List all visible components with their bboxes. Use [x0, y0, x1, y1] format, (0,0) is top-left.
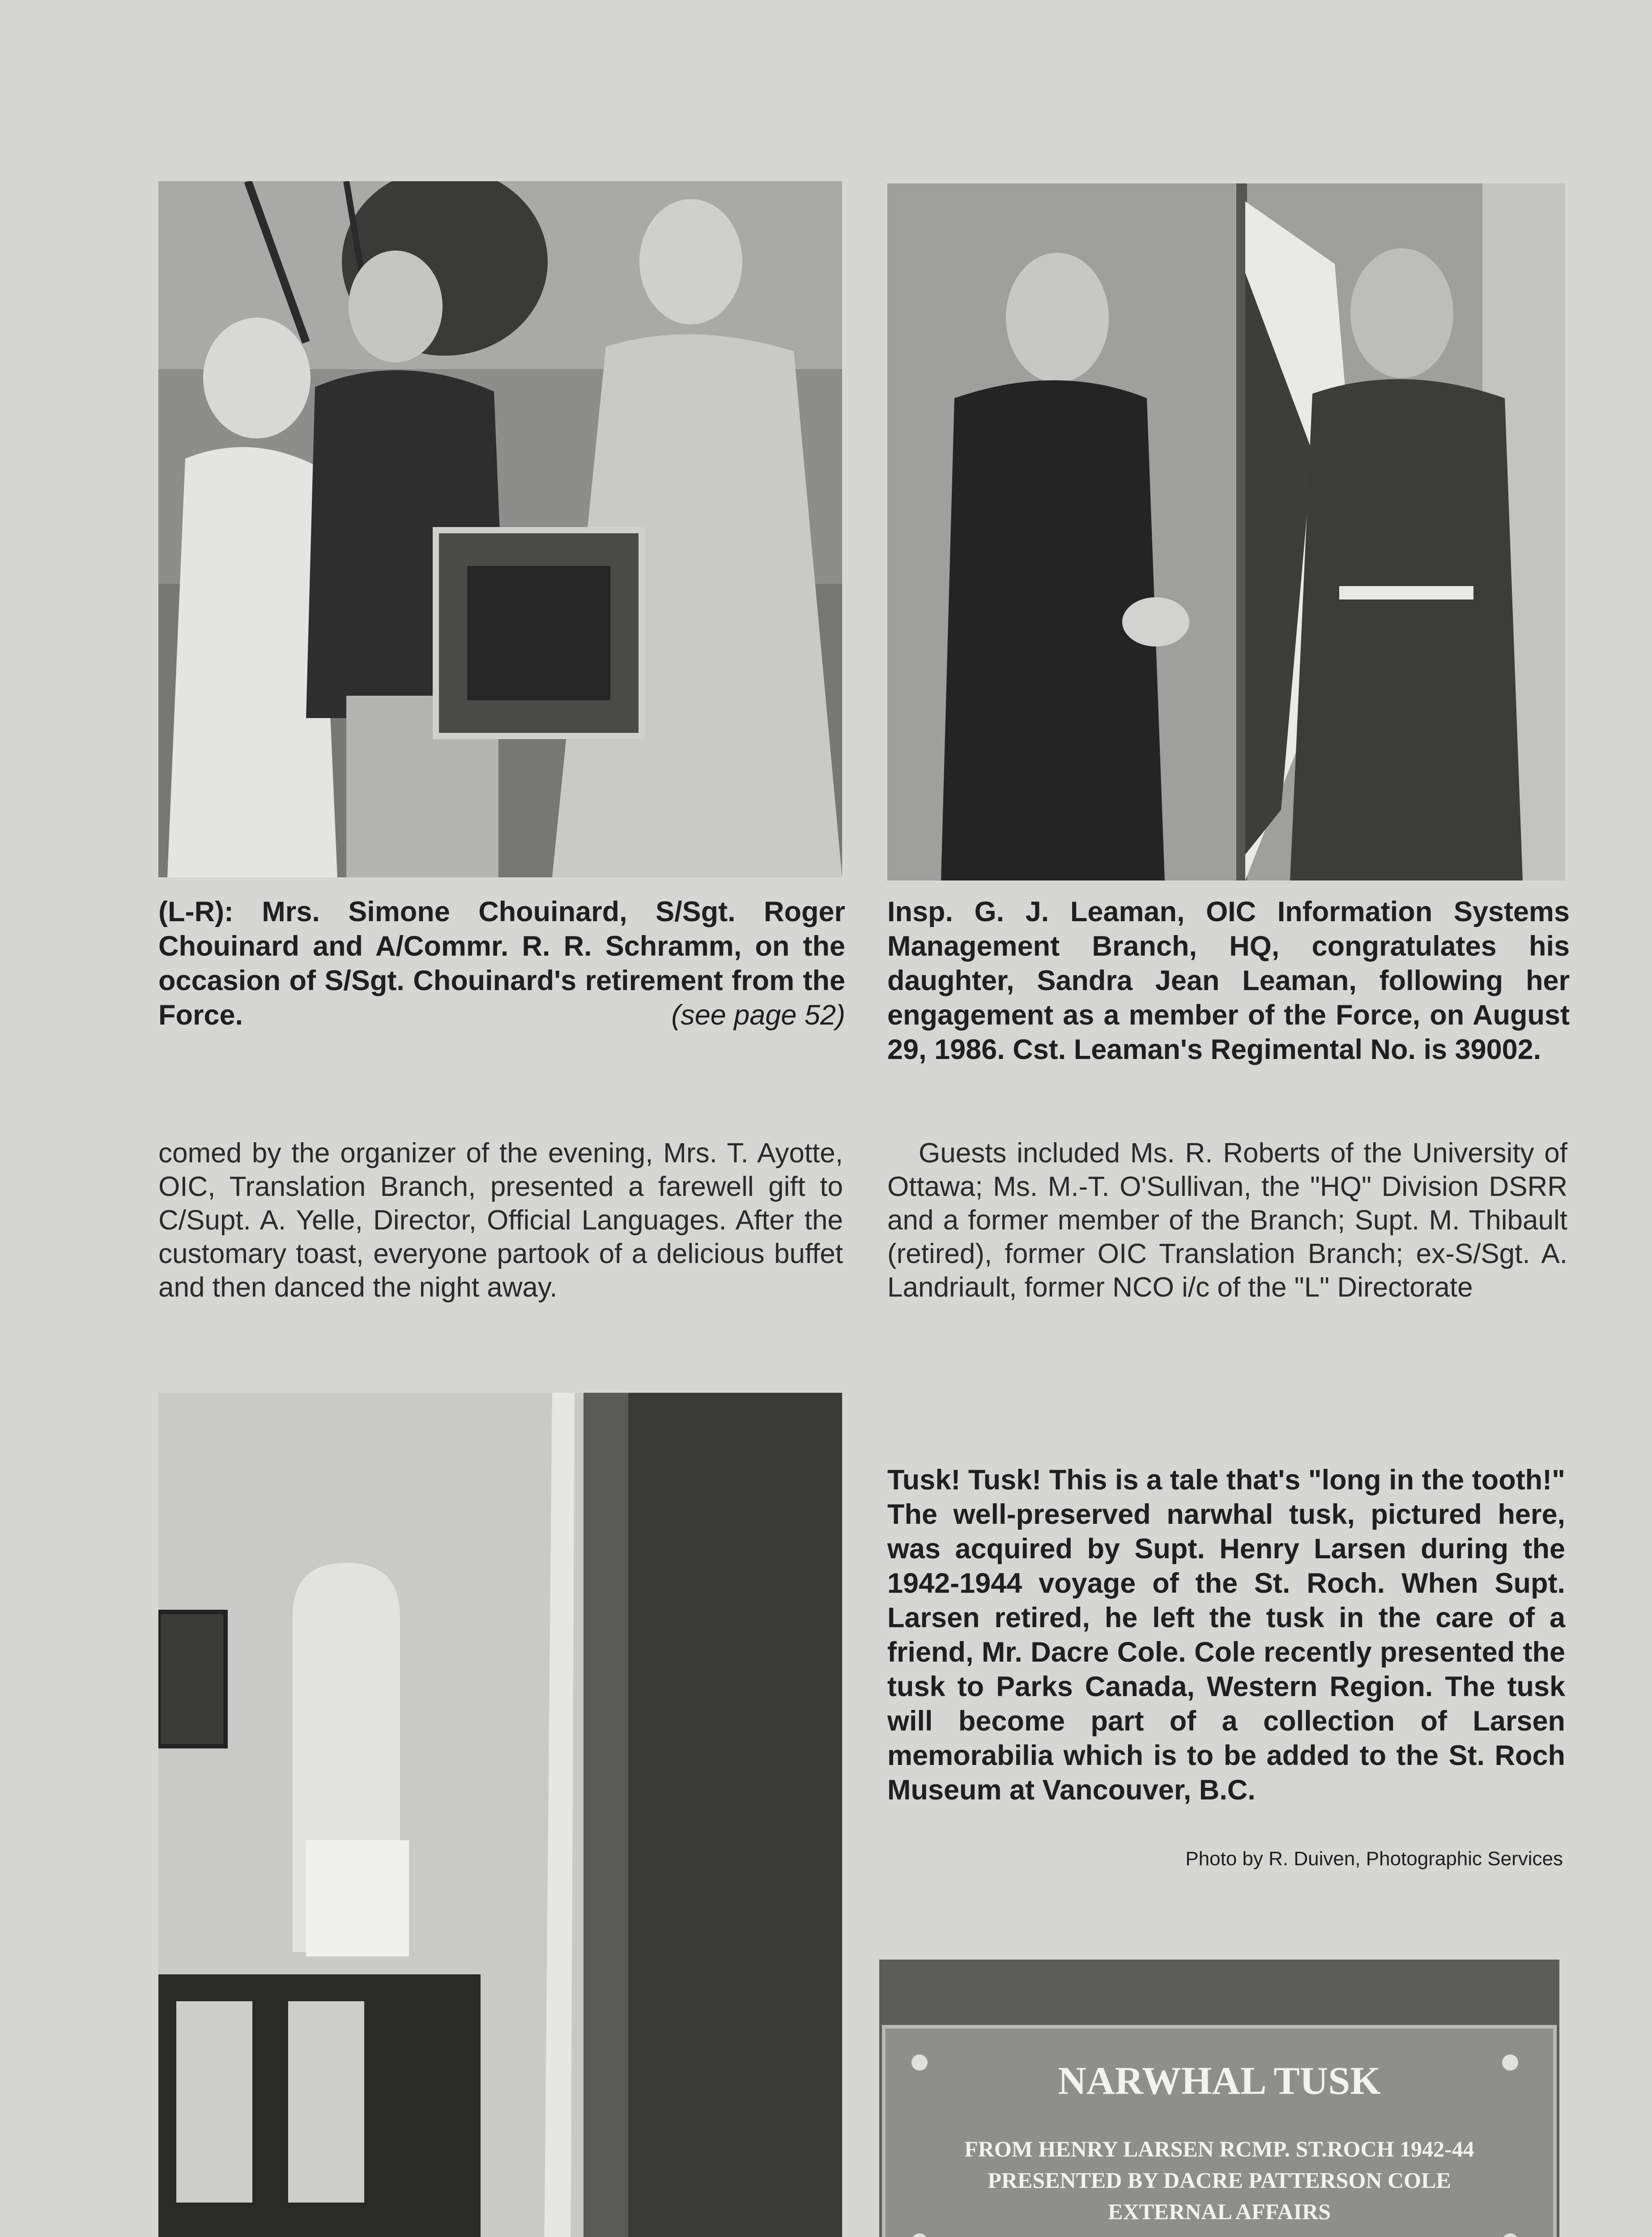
plaque-line-2: FROM HENRY LARSEN RCMP. ST.ROCH 1942-44	[964, 2136, 1474, 2161]
engagement-caption-text: Insp. G. J. Leaman, OIC Information Systems Management Branch, HQ, congratulates his daughter, Sandra Jean Leaman, following her engagement as a member of the Force, on August 29, 1986. Cst. Leaman's Regimental No. is 39002.	[887, 896, 1570, 1065]
plaque-title: NARWHAL TUSK	[1058, 2059, 1381, 2103]
photo-credit: Photo by R. Duiven, Photographic Services	[1185, 1848, 1563, 1870]
plaque-line-4: EXTERNAL AFFAIRS	[1108, 2199, 1331, 2224]
article-left-column: comed by the organizer of the evening, Mrs. T. Ayotte, OIC, Translation Branch, presented a farewell gift to C/Supt. A. Yelle, Director, Official Languages. After the customary toast, everyone partook of a delicious buffet and then danced the night away.	[158, 1138, 843, 1303]
engagement-caption	[887, 895, 1570, 1067]
tusk-caption-text: Tusk! Tusk! This is a tale that's "long in the tooth!" The well-preserved narwhal tusk, pictured here, was acquired by Supt. Henry Larsen during the 1942-1944 voyage of the St. Roch. When Supt. Larsen retired, he left the tusk in the care of a friend, Mr. Dacre Cole. Cole recently presented the tusk to Parks Canada, Western Region. The tusk will become part of a collection of Larsen memorabilia which is to be added to the St. Roch Museum at Vancouver, B.C.	[887, 1464, 1565, 1806]
plaque-line-3: PRESENTED BY DACRE PATTERSON COLE	[988, 2168, 1451, 2193]
see-page-reference: (see page 52)	[671, 999, 845, 1031]
tusk-caption	[887, 1463, 1565, 1807]
engagement-photo	[887, 183, 1565, 880]
plaque-photo	[879, 1960, 1559, 2237]
tusk-photo	[158, 1393, 842, 2237]
article-right-column: Guests included Ms. R. Roberts of the University of Ottawa; Ms. M.-T. O'Sullivan, the "HQ" Division DSRR and a former member of the Branch; Supt. M. Thibault (retired), former OIC Translation Branch; ex-S/Sgt. A. Landriault, former NCO i/c of the "L" Directorate	[887, 1138, 1567, 1303]
retirement-caption-text: (L-R): Mrs. Simone Chouinard, S/Sgt. Roger Chouinard and A/Commr. R. R. Schramm, on the occasion of S/Sgt. Chouinard's retirement from the Force.	[158, 896, 845, 1031]
retirement-photo	[158, 181, 842, 877]
retirement-caption	[158, 895, 845, 1033]
